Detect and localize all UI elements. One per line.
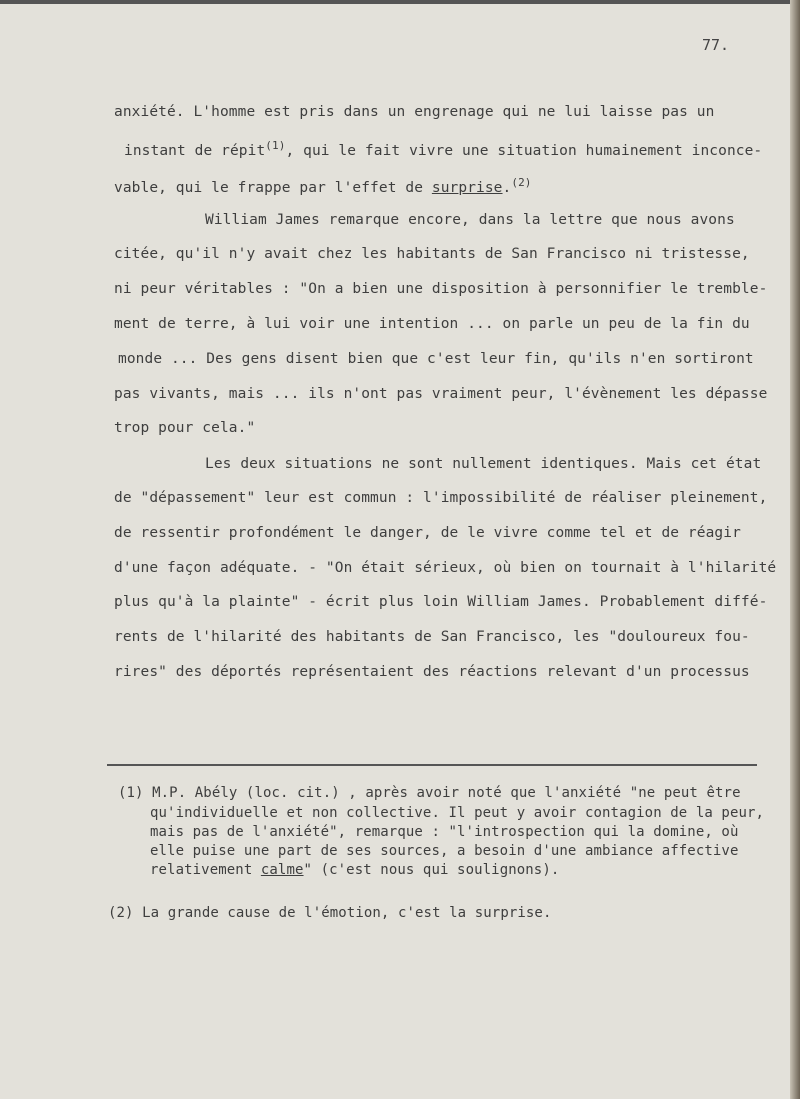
- text-run: instant de répit: [124, 143, 266, 159]
- page-number: 77.: [702, 36, 730, 54]
- body-line: de "dépassement" leur est commun : l'impossibilité de réaliser pleinement,: [114, 490, 768, 506]
- underlined-word: calme: [260, 862, 304, 878]
- text-run: " (c'est nous qui soulignons).: [303, 862, 560, 878]
- body-line: anxiété. L'homme est pris dans un engrenage qui ne lui laisse pas un: [114, 104, 715, 120]
- footnote-line: [150, 862, 559, 878]
- body-line: [124, 139, 762, 159]
- body-line: Les deux situations ne sont nullement identiques. Mais cet état: [205, 456, 762, 472]
- footnote-ref-1: (1): [265, 139, 286, 152]
- footnote-ref-2: (2): [511, 176, 532, 189]
- text-run: , qui le fait vivre une situation humainement inconce-: [285, 143, 763, 159]
- body-line: monde ... Des gens disent bien que c'est leur fin, qu'ils n'en sortiront: [118, 351, 754, 367]
- text-run: .: [502, 180, 512, 196]
- text-run: relativement: [150, 862, 261, 878]
- body-line: d'une façon adéquate. - "On était sérieux, où bien on tournait à l'hilarité: [114, 560, 777, 576]
- footnote-line: (2) La grande cause de l'émotion, c'est la surprise.: [108, 905, 552, 921]
- footnote-line: qu'individuelle et non collective. Il peut y avoir contagion de la peur,: [150, 805, 765, 821]
- body-line: de ressentir profondément le danger, de le vivre comme tel et de réagir: [114, 525, 741, 541]
- page-edge: [790, 0, 800, 1099]
- body-line: William James remarque encore, dans la lettre que nous avons: [205, 212, 735, 228]
- body-line: rents de l'hilarité des habitants de San Francisco, les "douloureux fou-: [114, 629, 750, 645]
- text-run: vable, qui le frappe par l'effet de: [114, 180, 432, 196]
- footnote-line: (1) M.P. Abély (loc. cit.) , après avoir noté que l'anxiété "ne peut être: [118, 785, 741, 801]
- body-line: ni peur véritables : "On a bien une disposition à personnifier le tremble-: [114, 281, 768, 297]
- body-line: ment de terre, à lui voir une intention ... on parle un peu de la fin du: [114, 316, 750, 332]
- body-line: citée, qu'il n'y avait chez les habitants de San Francisco ni tristesse,: [114, 246, 750, 262]
- body-line: pas vivants, mais ... ils n'ont pas vraiment peur, l'évènement les dépasse: [114, 386, 768, 402]
- body-line: plus qu'à la plainte" - écrit plus loin William James. Probablement diffé-: [114, 594, 768, 610]
- underlined-word: surprise: [431, 180, 503, 196]
- footnote-line: elle puise une part de ses sources, a besoin d'une ambiance affective: [150, 843, 739, 859]
- footnote-separator: [107, 764, 757, 766]
- body-line: [114, 176, 532, 196]
- body-line: trop pour cela.": [114, 420, 256, 436]
- footnote-line: mais pas de l'anxiété", remarque : "l'introspection qui la domine, où: [150, 824, 739, 840]
- body-line: rires" des déportés représentaient des réactions relevant d'un processus: [114, 664, 750, 680]
